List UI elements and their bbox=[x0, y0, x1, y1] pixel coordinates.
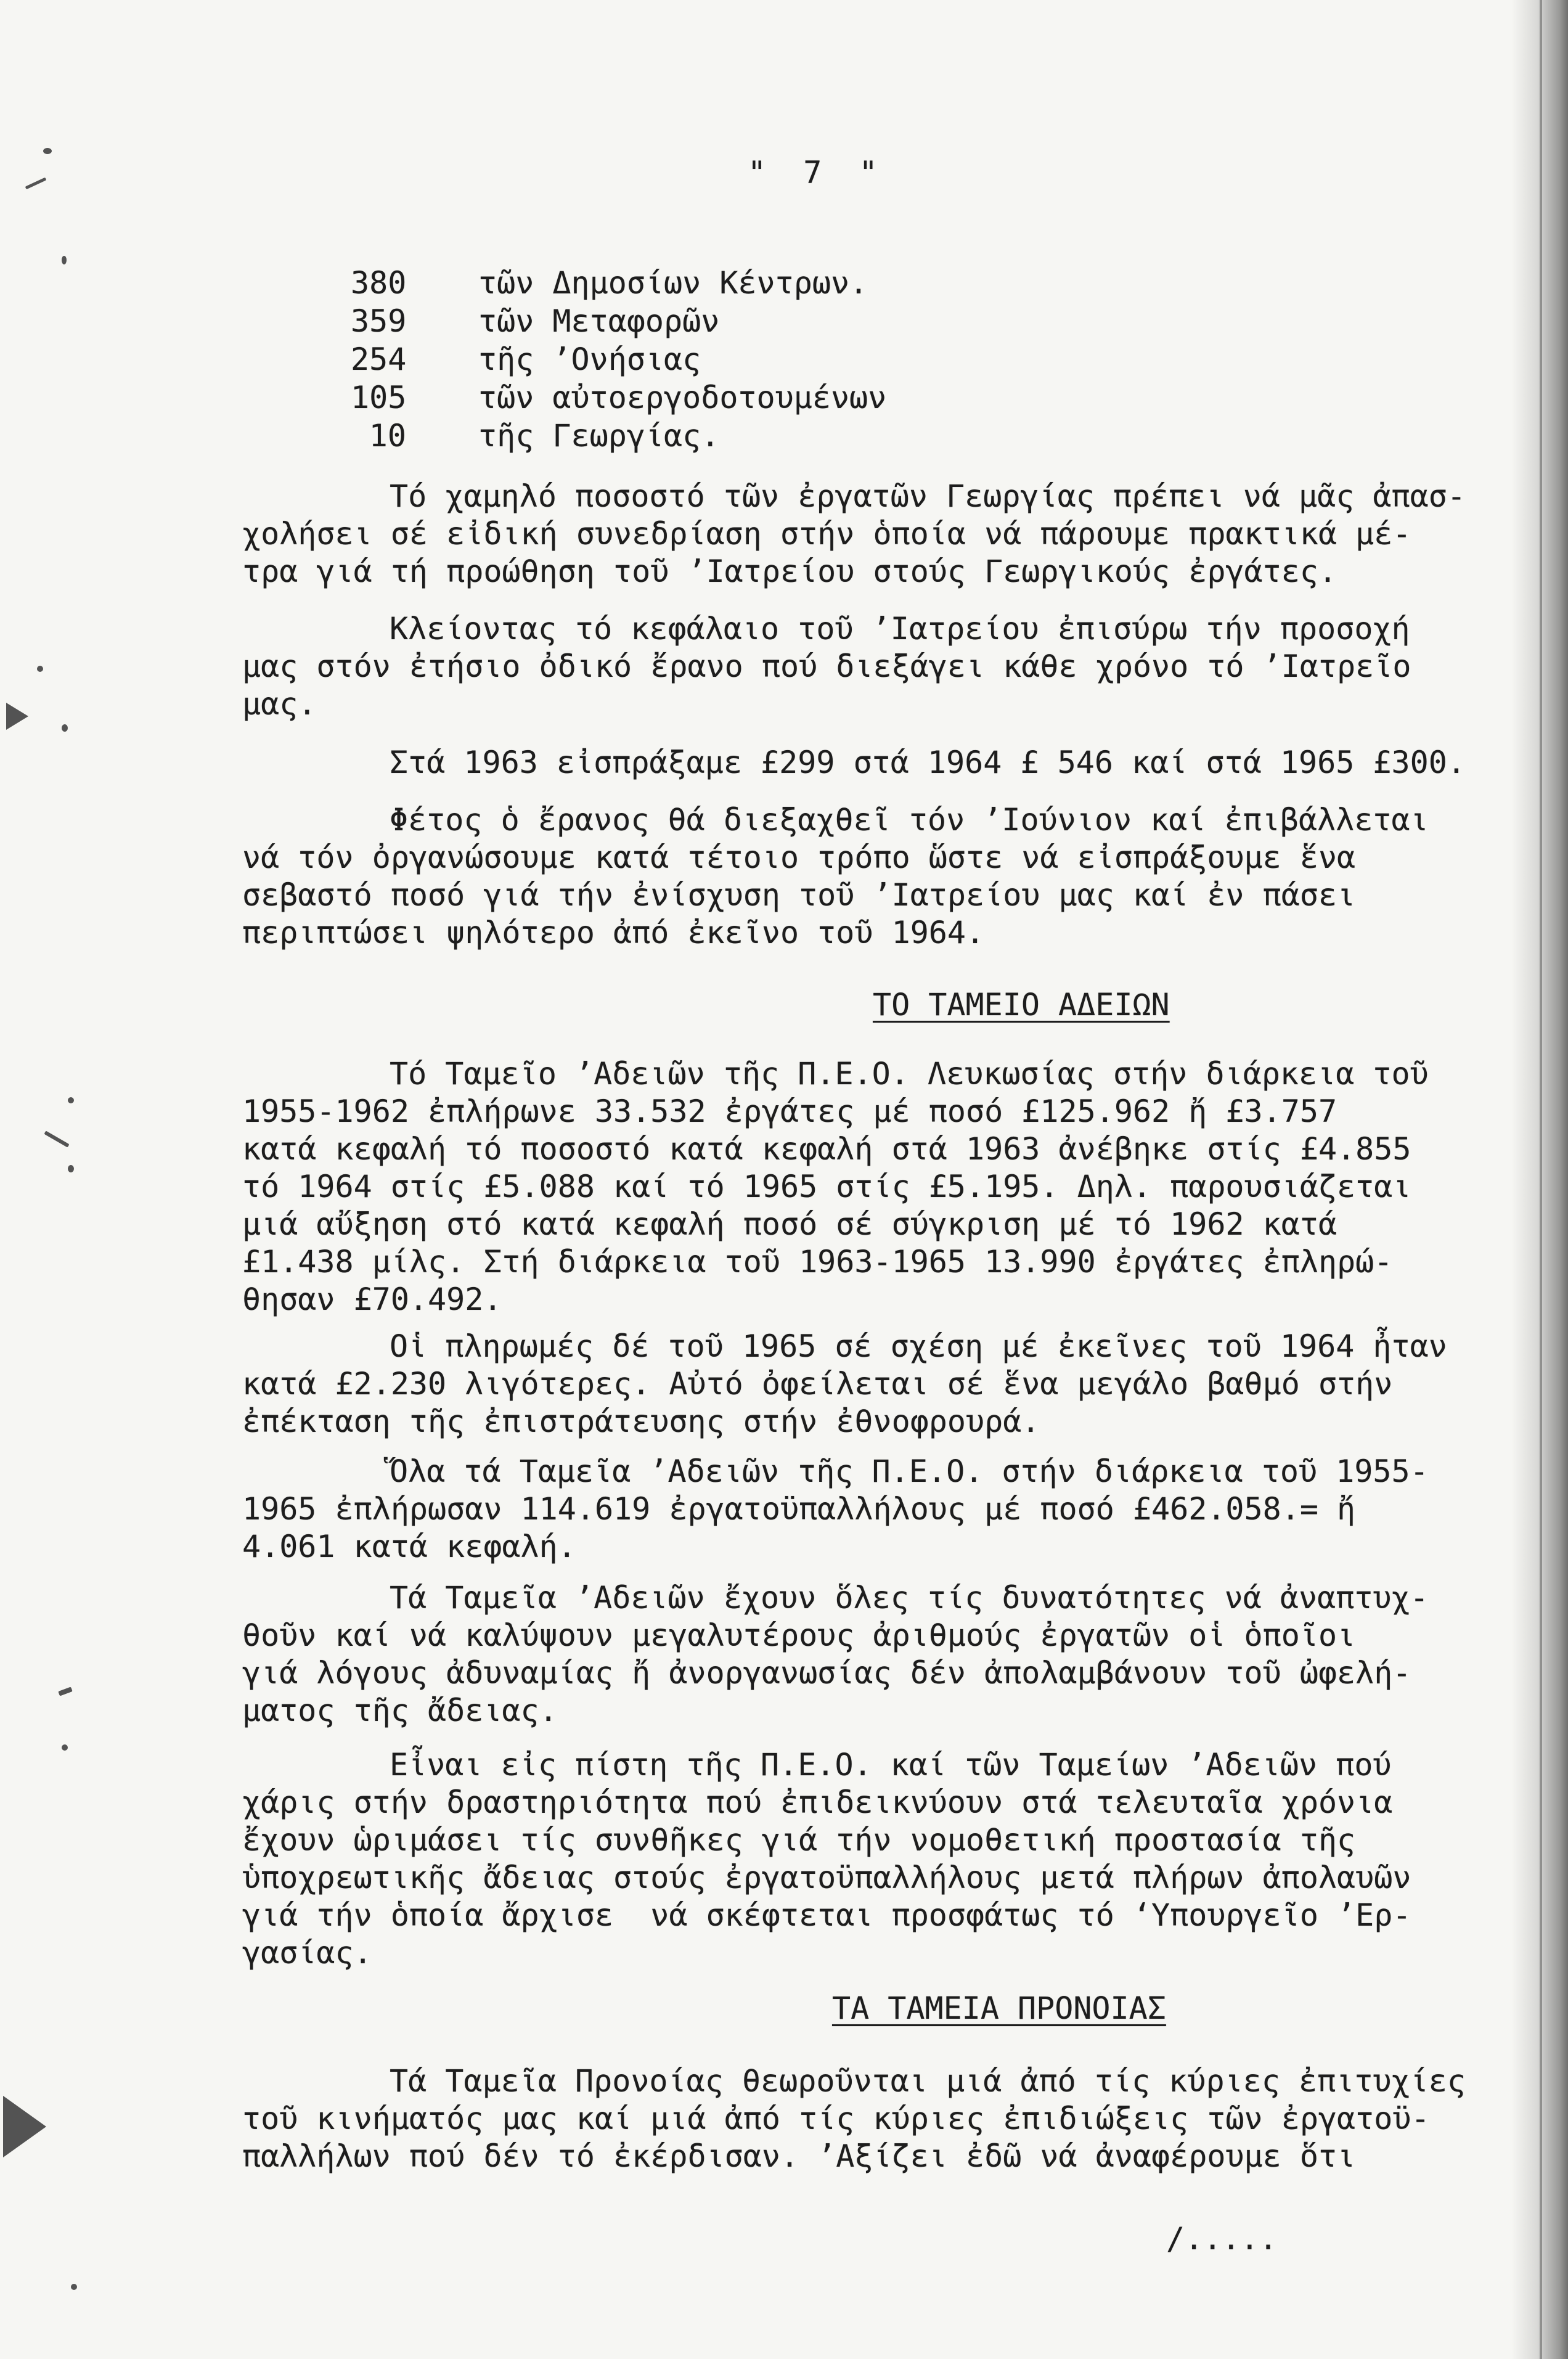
text-line: £1.438 μίλς. Στή διάρκεια τοῦ 1963-1965 13.990 ἐργάτες ἐπληρώ- bbox=[242, 1244, 1393, 1280]
text-line: σεβαστό ποσό γιά τήν ἐνίσχυση τοῦ ’Ιατρείου μας καί ἐν πάσει bbox=[242, 877, 1356, 913]
text-line: παλλήλων πού δέν τό ἐκέρδισαν. ’Αξίζει ἐδῶ νά ἀναφέρουμε ὅτι bbox=[242, 2138, 1356, 2174]
scan-speck bbox=[68, 1097, 74, 1103]
scan-speck bbox=[43, 148, 52, 154]
list-item-label: τῶν αὐτοεργοδοτουμένων bbox=[478, 380, 887, 415]
text-line: 4.061 κατά κεφαλή. bbox=[242, 1529, 576, 1564]
text-line: 1955-1962 ἐπλήρωνε 33.532 ἐργάτες μέ ποσό £125.962 ἤ £3.757 bbox=[242, 1094, 1337, 1129]
scan-speck bbox=[44, 1130, 69, 1147]
text-line: ἐπέκταση τῆς ἐπιστράτευσης στήν ἐθνοφρουρά. bbox=[242, 1404, 1040, 1439]
text-line: Εἶναι εἰς πίστη τῆς Π.Ε.Ο. καί τῶν Ταμείων ’Αδειῶν πού bbox=[390, 1747, 1392, 1783]
scan-speck bbox=[37, 666, 43, 672]
paragraph-annual-fundraiser bbox=[242, 610, 1524, 723]
text-line: τρα γιά τή προώθηση τοῦ ’Ιατρείου στούς Γεωργικούς ἐργάτες. bbox=[242, 554, 1337, 589]
text-line: Τά Ταμεῖα ’Αδειῶν ἔχουν ὅλες τίς δυνατότητες νά ἀναπτυχ- bbox=[390, 1580, 1429, 1616]
text-line: ἔχουν ὡριμάσει τίς συνθῆκες γιά τήν νομοθετική προστασία τῆς bbox=[242, 1822, 1356, 1858]
list-item-label: τῆς ’Ονήσιας bbox=[478, 341, 701, 377]
text-line: 1965 ἐπλήρωσαν 114.619 ἐργατοϋπαλλήλους μέ ποσό £462.058.= ἤ bbox=[242, 1491, 1356, 1527]
text-line: μας. bbox=[242, 686, 317, 722]
text-line: Κλείοντας τό κεφάλαιο τοῦ ’Ιατρείου ἐπισύρω τήν προσοχή bbox=[390, 611, 1410, 647]
scan-speck bbox=[6, 703, 28, 730]
scan-speck bbox=[3, 2096, 46, 2157]
list-item-label: τῆς Γεωργίας. bbox=[478, 418, 720, 454]
list-item-count: 105 bbox=[351, 380, 407, 415]
text-line: μας στόν ἐτήσιο ὀδικό ἔρανο πού διεξάγει κάθε χρόνο τό ’Ιατρεῖο bbox=[242, 648, 1411, 684]
paragraph-agricultural-workers bbox=[242, 478, 1524, 591]
paragraph-legislative-protection bbox=[242, 1746, 1524, 1972]
list-item bbox=[351, 340, 886, 378]
scan-speck bbox=[71, 2284, 77, 2290]
list-item bbox=[351, 378, 886, 417]
list-item-count: 380 bbox=[351, 265, 407, 301]
text-line: γασίας. bbox=[242, 1935, 372, 1971]
list-item-label: τῶν Δημοσίων Κέντρων. bbox=[478, 265, 868, 301]
text-line: ματος τῆς ἄδειας. bbox=[242, 1693, 558, 1728]
paragraph-fundraiser-amounts bbox=[242, 744, 1524, 782]
text-line: γιά λόγους ἀδυναμίας ἤ ἀνοργανωσίας δέν ἀπολαμβάνουν τοῦ ὠφελή- bbox=[242, 1655, 1411, 1691]
text-line: χολήσει σέ εἰδική συνεδρίαση στήν ὁποία νά πάρουμε πρακτικά μέ- bbox=[242, 516, 1411, 552]
list-item-count: 359 bbox=[351, 303, 407, 339]
list-item bbox=[351, 264, 886, 302]
paragraph-this-year-fundraiser bbox=[242, 801, 1524, 952]
paragraph-1965-payments bbox=[242, 1328, 1524, 1441]
list-item-count: 10 bbox=[369, 418, 406, 454]
paragraph-leave-fund-potential bbox=[242, 1579, 1524, 1730]
page-number: " 7 " bbox=[748, 155, 878, 190]
section-heading-provident-funds: ΤΑ ΤΑΜΕΙΑ ΠΡΟΝΟΙΑΣ bbox=[832, 1990, 1166, 2026]
text-line: γιά τήν ὁποία ἄρχισε νά σκέφτεται προσφάτως τό ‘Υπουργεῖο ’Ερ- bbox=[242, 1897, 1411, 1933]
section-heading-leave-fund: ΤΟ ΤΑΜΕΙΟ ΑΔΕΙΩΝ bbox=[873, 987, 1170, 1023]
text-line: Τά Ταμεῖα Προνοίας θεωροῦνται μιά ἀπό τίς κύριες ἐπιτυχίες bbox=[390, 2063, 1466, 2099]
paragraph-provident-funds bbox=[242, 2063, 1524, 2175]
continuation-mark: /..... bbox=[1166, 2221, 1278, 2257]
text-line: Τό χαμηλό ποσοστό τῶν ἐργατῶν Γεωργίας πρέπει νά μᾶς ἀπασ- bbox=[390, 478, 1466, 514]
text-line: Φέτος ὁ ἔρανος θά διεξαχθεῖ τόν ’Ιούνιον καί ἐπιβάλλεται bbox=[390, 802, 1429, 838]
list-item bbox=[351, 302, 886, 340]
text-line: περιπτώσει ψηλότερο ἀπό ἐκεῖνο τοῦ 1964. bbox=[242, 915, 985, 951]
scan-speck bbox=[62, 1744, 68, 1751]
text-line: χάρις στήν δραστηριότητα πού ἐπιδεικνύουν στά τελευταῖα χρόνια bbox=[242, 1785, 1393, 1820]
text-line: νά τόν ὀργανώσουμε κατά τέτοιο τρόπο ὥστε νά εἰσπράξουμε ἕνα bbox=[242, 840, 1356, 875]
scan-speck bbox=[62, 724, 68, 732]
text-line: Τό Ταμεῖο ’Αδειῶν τῆς Π.Ε.Ο. Λευκωσίας στήν διάρκεια τοῦ bbox=[390, 1056, 1429, 1092]
text-line: θησαν £70.492. bbox=[242, 1282, 502, 1317]
text-line: τό 1964 στίς £5.088 καί τό 1965 στίς £5.195. Δηλ. παρουσιάζεται bbox=[242, 1169, 1411, 1204]
text-line: κατά £2.230 λιγότερες. Αὐτό ὀφείλεται σέ ἕνα μεγάλο βαθμό στήν bbox=[242, 1366, 1393, 1402]
text-line: τοῦ κινήματός μας καί μιά ἀπό τίς κύριες ἐπιδιώξεις τῶν ἐργατοϋ- bbox=[242, 2101, 1430, 2136]
text-line: θοῦν καί νά καλύψουν μεγαλυτέρους ἀριθμούς ἐργατῶν οἱ ὁποῖοι bbox=[242, 1617, 1356, 1653]
text-line: κατά κεφαλή τό ποσοστό κατά κεφαλή στά 1963 ἀνέβηκε στίς £4.855 bbox=[242, 1131, 1411, 1167]
text-line: Ὅλα τά Ταμεῖα ’Αδειῶν τῆς Π.Ε.Ο. στήν διάρκεια τοῦ 1955- bbox=[390, 1453, 1429, 1489]
scan-speck bbox=[25, 178, 47, 190]
scan-speck bbox=[62, 256, 67, 264]
text-line: ὑποχρεωτικῆς ἄδειας στούς ἐργατοϋπαλλήλους μετά πλήρων ἀπολαυῶν bbox=[242, 1860, 1411, 1895]
text-line: Στά 1963 εἰσπράξαμε £299 στά 1964 £ 546 καί στά 1965 £300. bbox=[390, 745, 1466, 780]
list-item-count: 254 bbox=[351, 341, 407, 377]
paragraph-leave-fund-payments bbox=[242, 1055, 1524, 1319]
paragraph-all-leave-funds bbox=[242, 1453, 1524, 1566]
worker-count-list bbox=[351, 264, 886, 455]
scan-speck bbox=[68, 1165, 74, 1172]
scan-speck bbox=[58, 1686, 72, 1696]
list-item-label: τῶν Μεταφορῶν bbox=[478, 303, 720, 339]
scan-edge-line bbox=[1540, 0, 1542, 2359]
list-item bbox=[351, 417, 886, 455]
text-line: Οἱ πληρωμές δέ τοῦ 1965 σέ σχέση μέ ἐκεῖνες τοῦ 1964 ἦταν bbox=[390, 1328, 1447, 1364]
text-line: μιά αὔξηση στό κατά κεφαλή ποσό σέ σύγκριση μέ τό 1962 κατά bbox=[242, 1206, 1337, 1242]
